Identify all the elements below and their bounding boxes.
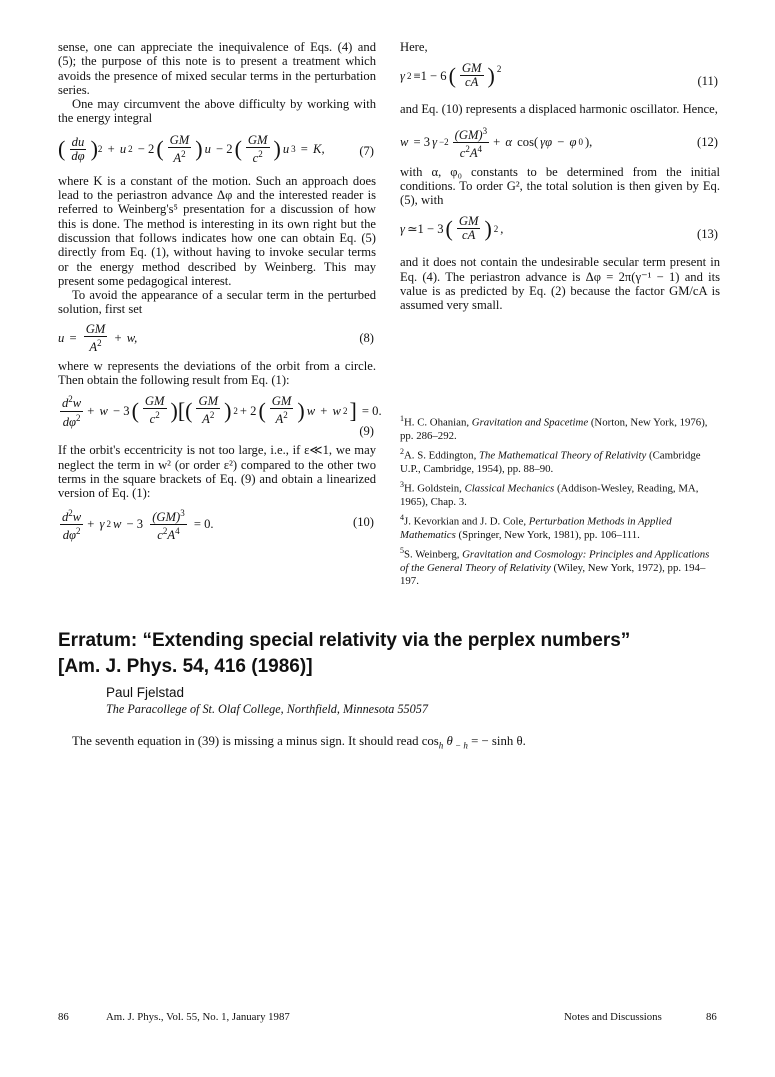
left-paragraph-5: where w represents the deviations of the orbit from a circle. Then obtain the following result from Eq. (1): (58, 358, 376, 388)
erratum-affiliation: The Paracollege of St. Olaf College, Northfield, Minnesota 55057 (106, 702, 428, 716)
footnote-2: $^2$A. S. Eddington, The Mathematical Theory of Relativity (Cambridge U.P., Cambridge, 1954), pp. 88–90. (400, 447, 701, 475)
equation-12-number: (12) (697, 134, 718, 149)
equation-7: ( $\frac{du}{d\varphi}$ ) 2 + u 2 − 2 ( $\frac{GM}{A^2}$ ) u − 2 ( $\frac{GM}{c^2}$ ) u 3 = K, (7) (58, 132, 374, 165)
left-paragraph-1: sense, one can appreciate the inequivalence of Eqs. (4) and (5); the purpose of this note is to present a treatment which avoids the presence of mixed secular terms in the perturbation series. (58, 40, 376, 97)
right-column (400, 40, 720, 587)
footnote-3: $^3$H. Goldstein, Classical Mechanics (Addison-Wesley, Reading, MA, 1965), Chap. 3. (400, 480, 699, 508)
footnotes (400, 412, 720, 590)
left-column (58, 40, 382, 545)
equation-8: u = $\frac{GM}{A^2}$ + w, (8) (58, 321, 374, 354)
footnote-5: $^5$S. Weinberg, Gravitation and Cosmology: Principles and Applications of the General Theory of Relativity (Wiley, New York, 1972), pp. 194–197. (400, 546, 710, 587)
footer-page-number-left: 86 (58, 1011, 69, 1023)
equation-7-number: (7) (359, 143, 374, 158)
equation-13: γ ≃1 − 3 ( $\frac{GM}{cA}$ ) 2 , (13) (400, 214, 718, 243)
equation-9-number: (9) (359, 424, 374, 439)
left-paragraph-6: If the orbit's eccentricity is not too large, i.e., if ε≪1, we may neglect the term in w² (or order ε²) compared to the other two terms in the square brackets of Eq. (9) and obtain a linearized version of Eq. (1): (58, 443, 376, 501)
right-paragraph-1: and Eq. (10) represents a displaced harmonic oscillator. Hence, (400, 102, 718, 117)
equation-12: w = 3 γ −2 $\frac{(GM)^3}{c^2A^4}$ + α cos( γφ − φ 0 ), (12) (400, 125, 718, 160)
equation-13-number: (13) (697, 227, 718, 242)
footer-section: Notes and Discussions (564, 1011, 662, 1023)
equation-11-number: (11) (697, 74, 718, 89)
right-paragraph-3: and it does not contain the undesirable secular term present in Eq. (4). The periastron advance is Δφ = 2π(γ⁻¹ − 1) and its value is as predicted by Eq. (2) because the factor GM/cA is assumed very small. (400, 255, 720, 313)
erratum-title-line-1: Erratum: “Extending special relativity via the perplex numbers” (58, 630, 631, 651)
footnote-4: $^4$J. Kevorkian and J. D. Cole, Perturbation Methods in Applied Mathematics (Springer, New York, 1981), pp. 106–111. (400, 513, 672, 541)
erratum-body: The seventh equation in (39) is missing a minus sign. It should read $\cos_h \theta$ $_{- h}$ = − sinh θ. (72, 734, 526, 751)
right-paragraph-2: with α, φ₀ constants to be determined from the initial conditions. To order G², the total solution is then given by Eq. (5), with (400, 164, 720, 208)
left-paragraph-2: One may circumvent the above difficulty by working with the energy integral (58, 97, 376, 126)
erratum-title-line-2: [Am. J. Phys. 54, 416 (1986)] (58, 656, 313, 677)
footer-journal: Am. J. Phys., Vol. 55, No. 1, January 1987 (106, 1011, 290, 1023)
equation-11: γ 2 ≡1 − 6 ( $\frac{GM}{cA}$ ) 2 (11) (400, 61, 718, 90)
left-paragraph-3: where K is a constant of the motion. Such an approach does lead to the periastron advance Δφ and the interested reader is referred to Weinberg's⁵ presentation for a discussion of how this is done. The method is interesting in its own right but the discussion that follows indicates how one can obtain Eq. (5) directly from Eq. (1), without having to invoke secular terms or the energy method described by Weinberg. This may present some pedagogical interest. (58, 173, 376, 288)
footer-page-number-right: 86 (706, 1011, 717, 1023)
equation-9: $\frac{d^2w}{d\varphi^2}$ + w − 3 ( $\frac{GM}{c^2}$ )[( $\frac{GM}{A^2}$ ) 2 + 2 ( $\frac{GM}{A^2}$ ) w + w 2 ] = 0. (9) (62, 394, 382, 439)
right-here: Here, (400, 40, 428, 54)
left-paragraph-4: To avoid the appearance of a secular term in the perturbed solution, first set (58, 288, 376, 317)
footnote-1: $^1$H. C. Ohanian, Gravitation and Spacetime (Norton, New York, 1976), pp. 286–292. (400, 414, 708, 442)
equation-10-number: (10) (353, 514, 374, 529)
erratum-author: Paul Fjelstad (106, 685, 185, 700)
equation-10: $\frac{d^2w}{d\varphi^2}$ + γ 2 w − 3 $\frac{(GM)^3}{c^2A^4}$ = 0. (10) (62, 507, 374, 542)
equation-8-number: (8) (359, 330, 374, 345)
erratum-title (58, 628, 718, 680)
